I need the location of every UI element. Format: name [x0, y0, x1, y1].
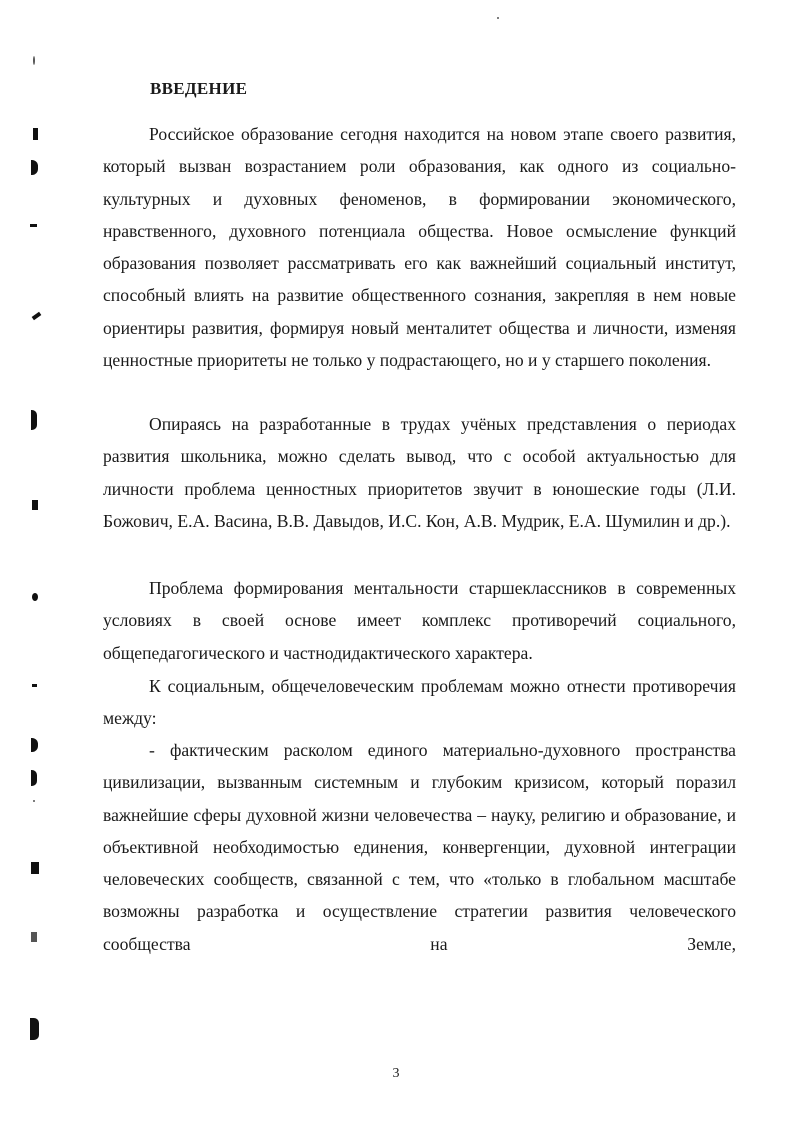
paragraph-2: Опираясь на разработанные в трудах учёных представления о периодах развития школьника, можно сделать вывод, что с особой актуальностью для личности проблема ценностных приоритетов звучит в юношеские годы (Л.И. Божович, Е.А. Васина, В.В. Давыдов, И.С. Кон, А.В. Мудрик, Е.А. Шумилин и др.).: [103, 414, 736, 531]
list-item-dash: - фактическим расколом единого материально-духовного пространства цивилизации, вызванным системным и глубоким кризисом, который поразил важнейшие сферы духовной жизни человечества – науку, религию и образование, и объективной необходимостью единения, конвергенции, духовной интеграции человеческих сообществ, связанной с тем, что «только в глобальном масштабе возможны разработка и осуществление стратегии развития человеческого сообщества на Земле,: [103, 740, 736, 954]
section-heading: ВВЕДЕНИЕ: [150, 79, 248, 98]
paragraph-4: К социальным, общечеловеческим проблемам можно отнести противоречия между:: [103, 676, 736, 729]
page-number: 3: [392, 1066, 400, 1081]
paragraph-1: Российское образование сегодня находится на новом этапе своего развития, который вызван возрастанием роли образования, как одного из социально-культурных и духовных феноменов, в формировании экономического, нравственного, духовного потенциала общества. Новое осмысление функций образования позволяет рассматривать его как важнейший социальный институт, способный влиять на развитие общественного сознания, закрепляя в нем новые ориентиры развития, формируя новый менталитет общества и личности, изменяя ценностные приоритеты не только у подрастающего, но и у старшего поколения.: [103, 124, 736, 371]
paragraph-3: Проблема формирования ментальности старшеклассников в современных условиях в своей основе имеет комплекс противоречий социального, общепедагогического и частнодидактического характера.: [103, 578, 736, 663]
